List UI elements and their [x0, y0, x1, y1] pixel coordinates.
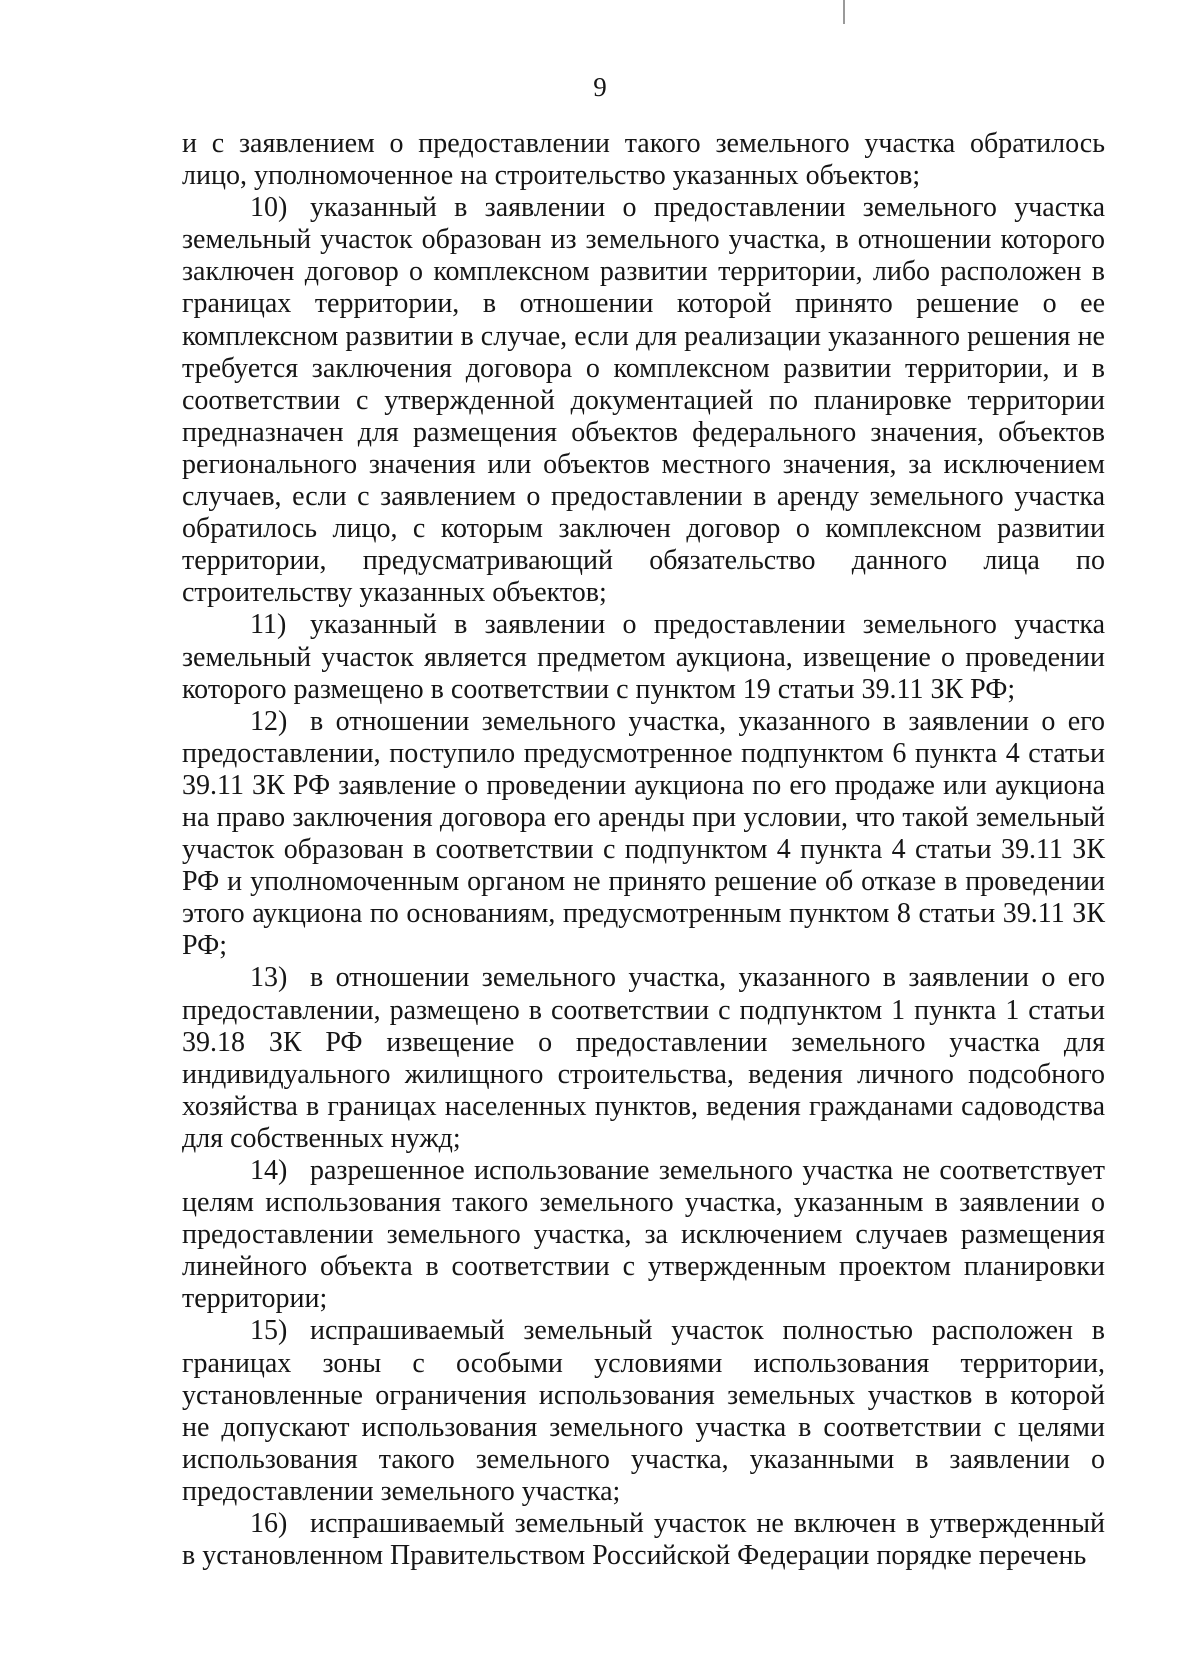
item-number: 15)	[250, 1315, 288, 1347]
item-number: 14)	[250, 1155, 288, 1186]
item-number: 10)	[250, 192, 288, 224]
list-item-13	[182, 962, 1105, 1155]
item-number: 16)	[250, 1508, 288, 1540]
list-item-12	[182, 706, 1105, 963]
document-body	[182, 128, 1105, 1572]
list-item-15	[182, 1315, 1105, 1508]
list-item-10	[182, 192, 1105, 609]
item-text: разрешенное использование земельного участка не соответствует целям использования такого земельного участка, указанным в заявлении о предоставлении земельного участка, за исключением случаев размещения линейного объекта в соответствии с утвержденным проектом планировки территории;	[182, 1155, 1105, 1315]
item-text: указанный в заявлении о предоставлении земельного участка земельный участок образован из земельного участка, в отношении которого заключен договор о комплексном развитии территории, либо расположен в границах территории, в отношении которой принято решение о ее комплексном развитии в случае, если для реализации указанного решения не требуется заключения договора о комплексном развитии территории, и в соответствии с утвержденной документацией по планировке территории предназначен для размещения объектов федерального значения, объектов регионального значения или объектов местного значения, за исключением случаев, если с заявлением о предоставлении в аренду земельного участка обратилось лицо, с которым заключен договор о комплексном развитии территории, предусматривающий обязательство данного лица по строительству указанных объектов;	[182, 192, 1105, 609]
item-number: 13)	[250, 962, 288, 994]
scan-edge-mark	[843, 0, 845, 24]
paragraph-text: и с заявлением о предоставлении такого земельного участка обратилось лицо, уполномоченное на строительство указанных объектов;	[182, 128, 1105, 192]
item-number: 11)	[250, 609, 287, 641]
paragraph-continuation	[182, 128, 1105, 192]
item-text: в отношении земельного участка, указанного в заявлении о его предоставлении, размещено в соответствии с подпунктом 1 пункта 1 статьи 39.18 ЗК РФ извещение о предоставлении земельного участка для индивидуального жилищного строительства, ведения личного подсобного хозяйства в границах населенных пунктов, ведения гражданами садоводства для собственных нужд;	[182, 962, 1105, 1154]
item-text: испрашиваемый земельный участок полностью расположен в границах зоны с особыми условиями использования территории, установленные ограничения использования земельных участков в которой не допускают использования земельного участка в соответствии с целями использования такого земельного участка, указанными в заявлении о предоставлении земельного участка;	[182, 1315, 1105, 1507]
page-number: 9	[593, 72, 607, 102]
list-item-16	[182, 1508, 1105, 1572]
item-text: указанный в заявлении о предоставлении земельного участка земельный участок является предметом аукциона, извещение о проведении которого размещено в соответствии с пунктом 19 статьи 39.11 ЗК РФ;	[182, 609, 1105, 705]
item-text: испрашиваемый земельный участок не включен в утвержденный в установленном Правительством Российской Федерации порядке перечень	[182, 1508, 1105, 1572]
item-number: 12)	[250, 705, 288, 737]
item-text: в отношении земельного участка, указанного в заявлении о его предоставлении, поступило предусмотренное подпунктом 6 пункта 4 статьи 39.11 ЗК РФ заявление о проведении аукциона по его продаже или аукциона на право заключения договора его аренды при условии, что такой земельный участок образован в соответствии с подпунктом 4 пункта 4 статьи 39.11 ЗК РФ и уполномоченным органом не принято решение об отказе в проведении этого аукциона по основаниям, предусмотренным пунктом 8 статьи 39.11 ЗК РФ;	[182, 705, 1105, 962]
list-item-11	[182, 609, 1105, 705]
list-item-14	[182, 1155, 1105, 1315]
